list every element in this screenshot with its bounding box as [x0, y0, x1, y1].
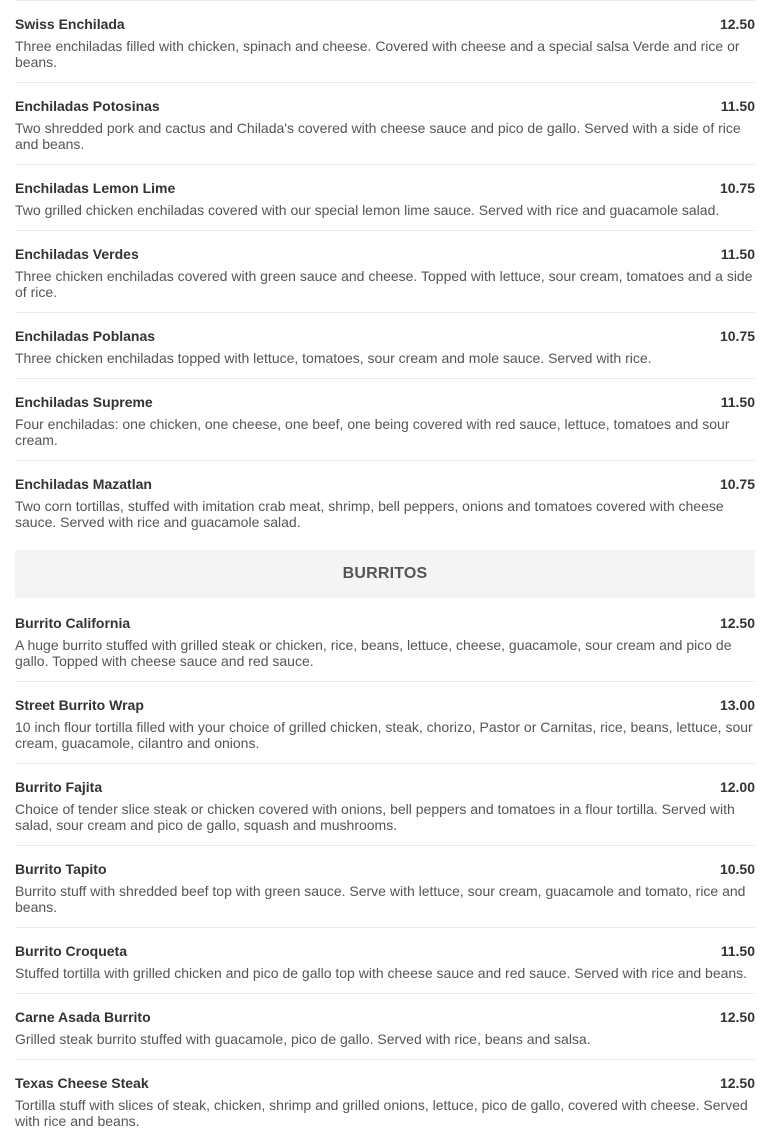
menu-item: [15, 82, 755, 164]
menu-item-name: Burrito California: [15, 615, 131, 631]
menu-item-name: Street Burrito Wrap: [15, 697, 144, 713]
menu-item-price: 11.50: [720, 98, 755, 114]
menu-item-price: 12.50: [719, 16, 755, 32]
menu-item-price: 12.50: [719, 615, 755, 631]
menu-item-description: Three chicken enchiladas covered with green sauce and cheese. Topped with lettuce, sour cream, tomatoes and a side of rice.: [15, 268, 753, 300]
menu-item: [15, 312, 755, 378]
menu-item: [15, 164, 755, 230]
menu-item-name: Burrito Fajita: [15, 779, 103, 795]
menu-item: [15, 993, 755, 1059]
menu-item-price: 12.00: [719, 779, 755, 795]
menu-item: [15, 845, 755, 927]
menu-section-burritos: [15, 550, 755, 1141]
menu-item: [15, 606, 755, 681]
menu-item-description: Three enchiladas filled with chicken, spinach and cheese. Covered with cheese and a special salsa Verde and rice or beans.: [15, 38, 740, 70]
menu-item: [15, 0, 755, 82]
menu-item-price: 10.75: [719, 328, 755, 344]
menu-item-price: 11.50: [720, 394, 755, 410]
menu-item-name: Carne Asada Burrito: [15, 1009, 151, 1025]
menu-item-description: A huge burrito stuffed with grilled steak or chicken, rice, beans, lettuce, cheese, guacamole, sour cream and pico de gallo. Topped with cheese sauce and red sauce.: [15, 637, 732, 669]
menu-item-description: Four enchiladas: one chicken, one cheese, one beef, one being covered with red sauce, lettuce, tomatoes and sour cream.: [15, 416, 730, 448]
menu-item-name: Burrito Tapito: [15, 861, 107, 877]
menu-item-price: 12.50: [719, 1009, 755, 1025]
menu-item-price: 12.50: [719, 1075, 755, 1091]
menu-item-price: 10.75: [719, 180, 755, 196]
menu-section-enchiladas: [15, 0, 755, 542]
menu-item-name: Texas Cheese Steak: [15, 1075, 149, 1091]
menu-item-description: Tortilla stuff with slices of steak, chicken, shrimp and grilled onions, lettuce, pico de gallo, covered with cheese. Served with rice and beans.: [15, 1097, 748, 1129]
menu-item-name: Enchiladas Poblanas: [15, 328, 156, 344]
menu-item-description: 10 inch flour tortilla filled with your choice of grilled chicken, steak, chorizo, Pastor or Carnitas, rice, beans, lettuce, sour cream, guacamole, cilantro and onions.: [15, 719, 753, 751]
menu-item-name: Enchiladas Verdes: [15, 246, 139, 262]
menu-item-name: Burrito Croqueta: [15, 943, 127, 959]
menu-item-name: Enchiladas Mazatlan: [15, 476, 152, 492]
menu-item: [15, 681, 755, 763]
menu-item-description: Grilled steak burrito stuffed with guacamole, pico de gallo. Served with rice, beans and salsa.: [15, 1031, 591, 1047]
menu-item: [15, 230, 755, 312]
menu-item-price: 10.50: [719, 861, 755, 877]
menu-item-description: Two shredded pork and cactus and Chilada's covered with cheese sauce and pico de gallo. Served with a side of rice and beans.: [15, 120, 741, 152]
menu-item-price: 11.50: [720, 246, 755, 262]
menu-item: [15, 1059, 755, 1141]
menu-item: [15, 378, 755, 460]
menu-item-description: Burrito stuff with shredded beef top with green sauce. Serve with lettuce, sour cream, guacamole and tomato, rice and beans.: [15, 883, 746, 915]
menu-item: [15, 927, 755, 993]
menu-item-description: Three chicken enchiladas topped with lettuce, tomatoes, sour cream and mole sauce. Served with rice.: [15, 350, 652, 366]
menu-item-description: Choice of tender slice steak or chicken covered with onions, bell peppers and tomatoes in a flour tortilla. Served with salad, sour cream and pico de gallo, squash and mushrooms.: [15, 801, 735, 833]
menu-item-name: Enchiladas Potosinas: [15, 98, 160, 114]
menu-item-name: Enchiladas Lemon Lime: [15, 180, 176, 196]
menu-item-name: Swiss Enchilada: [15, 16, 125, 32]
menu: [15, 0, 755, 1141]
menu-item-name: Enchiladas Supreme: [15, 394, 153, 410]
menu-item-description: Two corn tortillas, stuffed with imitation crab meat, shrimp, bell peppers, onions and tomatoes covered with cheese sauce. Served with rice and guacamole salad.: [15, 498, 724, 530]
menu-item-price: 10.75: [719, 476, 755, 492]
section-title: BURRITOS: [15, 550, 755, 598]
menu-item-description: Two grilled chicken enchiladas covered with our special lemon lime sauce. Served with rice and guacamole salad.: [15, 202, 720, 218]
menu-item-price: 13.00: [719, 697, 755, 713]
menu-item: [15, 460, 755, 542]
menu-item-price: 11.50: [720, 943, 755, 959]
menu-item: [15, 763, 755, 845]
menu-item-description: Stuffed tortilla with grilled chicken and pico de gallo top with cheese sauce and red sauce. Served with rice and beans.: [15, 965, 748, 981]
